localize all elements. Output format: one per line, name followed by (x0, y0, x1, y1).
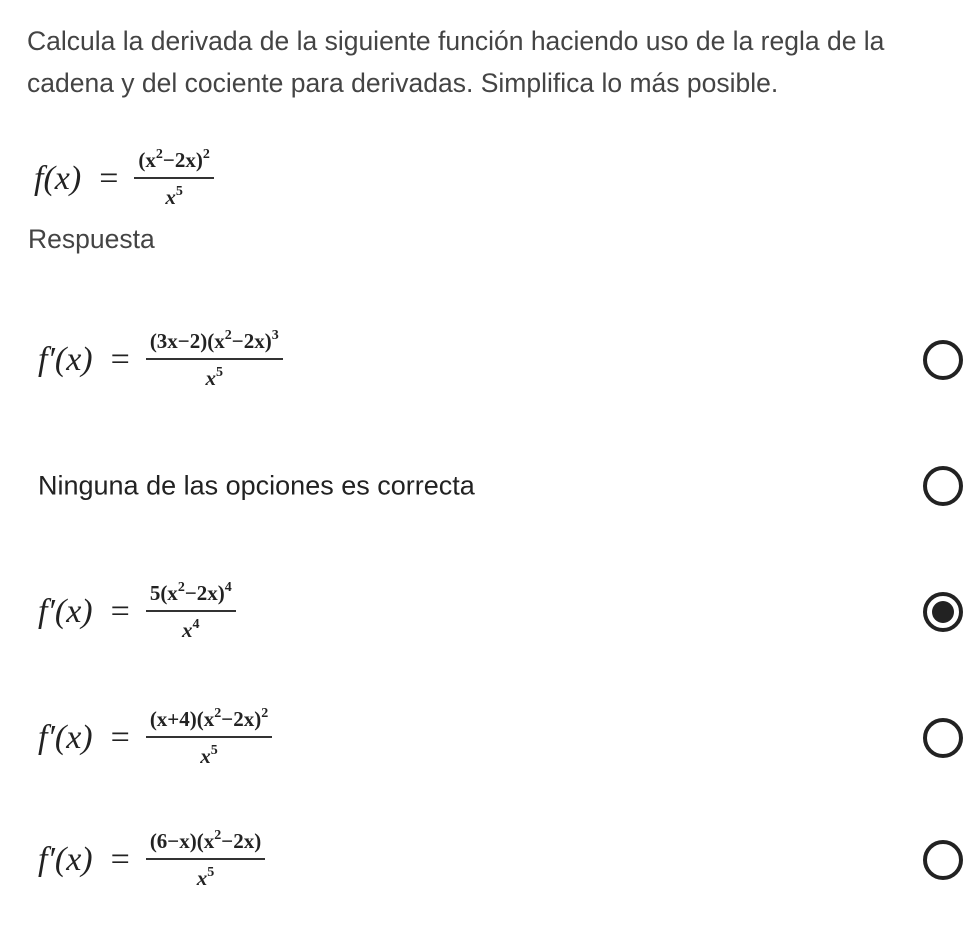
option-2-label: Ninguna de las opciones es correcta (38, 470, 475, 501)
answer-option-2[interactable] (0, 441, 973, 531)
option-1-formula: f′(x) = $\frac{(3x-2)(x^2-2x)^3}{x^5}$ (38, 331, 283, 389)
equals-sign: = (99, 160, 119, 197)
question-prompt: Calcula la derivada de la siguiente función haciendo uso de la regla de la cadena y del cociente para derivadas. Simplifica lo más posible. (27, 26, 885, 98)
function-denominator: $x^5$ (165, 184, 183, 209)
option-1-radio[interactable] (923, 340, 963, 380)
answer-option-4[interactable] (0, 693, 973, 783)
option-5-radio[interactable] (923, 840, 963, 880)
option-3-radio[interactable] (923, 592, 963, 632)
option-2-radio[interactable] (923, 466, 963, 506)
function-numerator: $(x^2-2x)^2$ (134, 150, 213, 179)
option-3-formula: f′(x) = $\frac{5(x^2-2x)^4}{x^4}$ (38, 583, 236, 641)
function-fraction (134, 147, 213, 209)
function-lhs: f(x) (34, 160, 82, 197)
answer-option-5[interactable] (0, 815, 973, 905)
given-function (34, 147, 214, 209)
answer-label: Respuesta (28, 224, 155, 254)
option-4-radio[interactable] (923, 718, 963, 758)
answer-option-1[interactable] (0, 315, 973, 405)
answer-option-3[interactable] (0, 567, 973, 657)
option-4-formula: f′(x) = $\frac{(x+4)(x^2-2x)^2}{x^5}$ (38, 709, 272, 767)
option-5-formula: f′(x) = $\frac{(6-x)(x^2-2x)}{x^5}$ (38, 831, 265, 889)
